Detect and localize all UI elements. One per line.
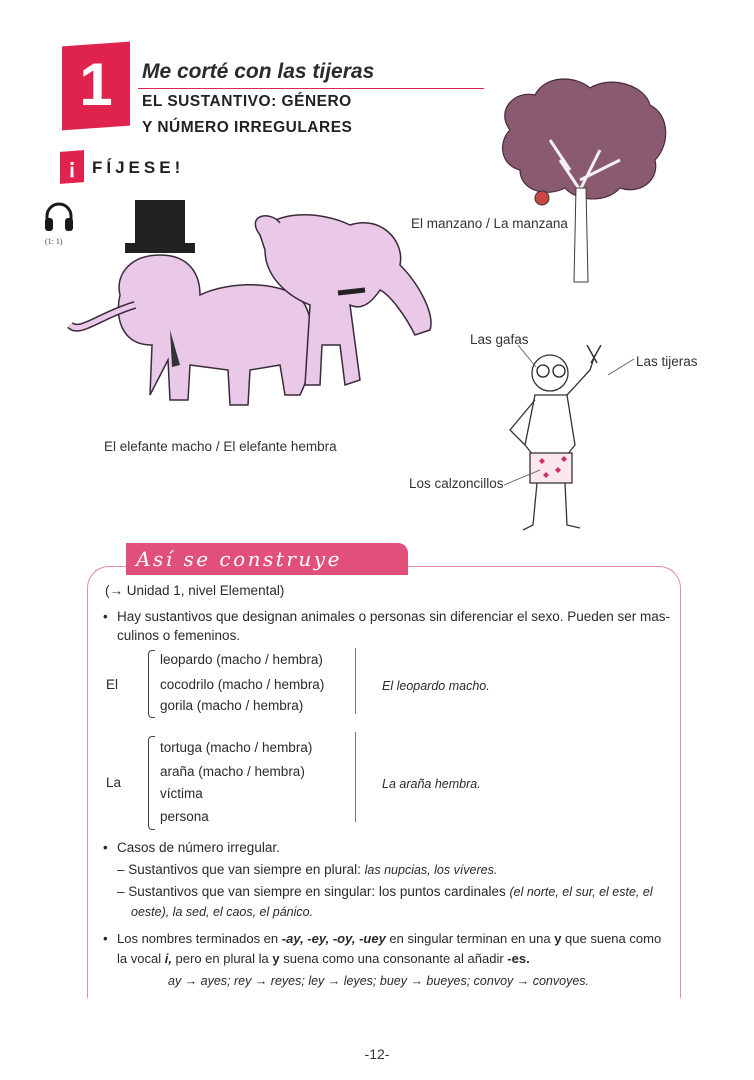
la-item-3: víctima — [160, 786, 203, 801]
title-rule — [138, 88, 484, 89]
brace-la — [148, 736, 155, 830]
caption-elefante: El elefante macho / El elefante hembra — [104, 439, 337, 454]
el-item-3: gorila (macho / hembra) — [160, 698, 304, 713]
fijese-mark: ¡ — [68, 154, 76, 179]
bullet-2-intro: Casos de número irregular. — [117, 840, 280, 855]
caption-manzano: El manzano / La manzana — [411, 216, 568, 231]
bullet-1-line-2: culinos o femeninos. — [117, 628, 241, 643]
section-title: Así se construye — [136, 547, 342, 571]
bullet-3-line-1 — [117, 930, 661, 948]
la-item-2: araña (macho / hembra) — [160, 764, 305, 779]
unit-reference: (→ Unidad 1, nivel Elemental) — [105, 583, 285, 598]
subtitle-line-2: Y NÚMERO IRREGULARES — [142, 119, 353, 136]
bullet-3-examples: ay → ayes; rey → reyes; ley → leyes; buey → bueyes; convoy → convoyes. — [168, 974, 590, 988]
b3-y2: y — [272, 951, 280, 966]
caption-gafas: Las gafas — [470, 332, 529, 347]
la-item-1: tortuga (macho / hembra) — [160, 740, 313, 755]
bullet-2-marker: • — [103, 840, 108, 855]
b3-p5: pero en plural la — [171, 951, 273, 966]
page-number: -12- — [364, 1046, 390, 1062]
b3-p1: Los nombres terminados en — [117, 931, 282, 946]
singular-line — [117, 883, 653, 901]
b3-p2: en singular terminan en una — [385, 931, 555, 946]
article-el: El — [106, 677, 119, 692]
subtitle-line-1: EL SUSTANTIVO: GÉNERO — [142, 93, 352, 110]
example-la: La araña hembra. — [382, 777, 481, 791]
el-item-1: leopardo (macho / hembra) — [160, 652, 323, 667]
unit-number: 1 — [79, 51, 113, 118]
bullet-1-line-1: Hay sustantivos que designan animales o personas sin diferenciar el sexo. Pueden ser mas- — [117, 609, 671, 624]
bullet-1-marker: • — [103, 609, 108, 624]
el-item-2: cocodrilo (macho / hembra) — [160, 677, 325, 692]
singular-prefix: – Sustantivos que van siempre en singular: los puntos cardinales — [117, 884, 510, 899]
b3-p4: la vocal — [117, 951, 165, 966]
bullet-3-line-2 — [117, 950, 530, 968]
singular-examples-a: (el norte, el sur, el este, el — [509, 885, 653, 899]
plural-prefix: – Sustantivos que van siempre en plural: — [117, 862, 365, 877]
brace-el — [148, 650, 155, 718]
audio-track-label: (1: 1) — [45, 237, 63, 246]
caption-leader-lines — [500, 345, 640, 495]
b3-endings: -ay, -ey, -oy, -uey — [281, 931, 386, 946]
article-la: La — [106, 775, 122, 790]
apple-tree-illustration — [490, 70, 675, 285]
plural-line — [117, 861, 497, 879]
bullet-3-marker: • — [103, 931, 108, 946]
caption-calzoncillos: Los calzoncillos — [409, 476, 504, 491]
caption-tijeras: Las tijeras — [636, 354, 698, 369]
plural-examples: las nupcias, los víveres. — [364, 863, 498, 877]
b3-p6: suena como una consonante al añadir — [279, 951, 508, 966]
divider-la — [355, 732, 356, 822]
la-item-4: persona — [160, 809, 209, 824]
example-el: El leopardo macho. — [382, 679, 490, 693]
elephants-illustration — [60, 195, 440, 425]
singular-examples-b: oeste), la sed, el caos, el pánico. — [131, 905, 314, 919]
b3-p3: que suena como — [561, 931, 662, 946]
lesson-title: Me corté con las tijeras — [142, 60, 375, 83]
divider-el — [355, 648, 356, 714]
b3-es: -es. — [507, 951, 530, 966]
b3-i: i, — [164, 951, 172, 966]
b3-y1: y — [554, 931, 562, 946]
fijese-label: FÍJESE! — [92, 158, 185, 177]
